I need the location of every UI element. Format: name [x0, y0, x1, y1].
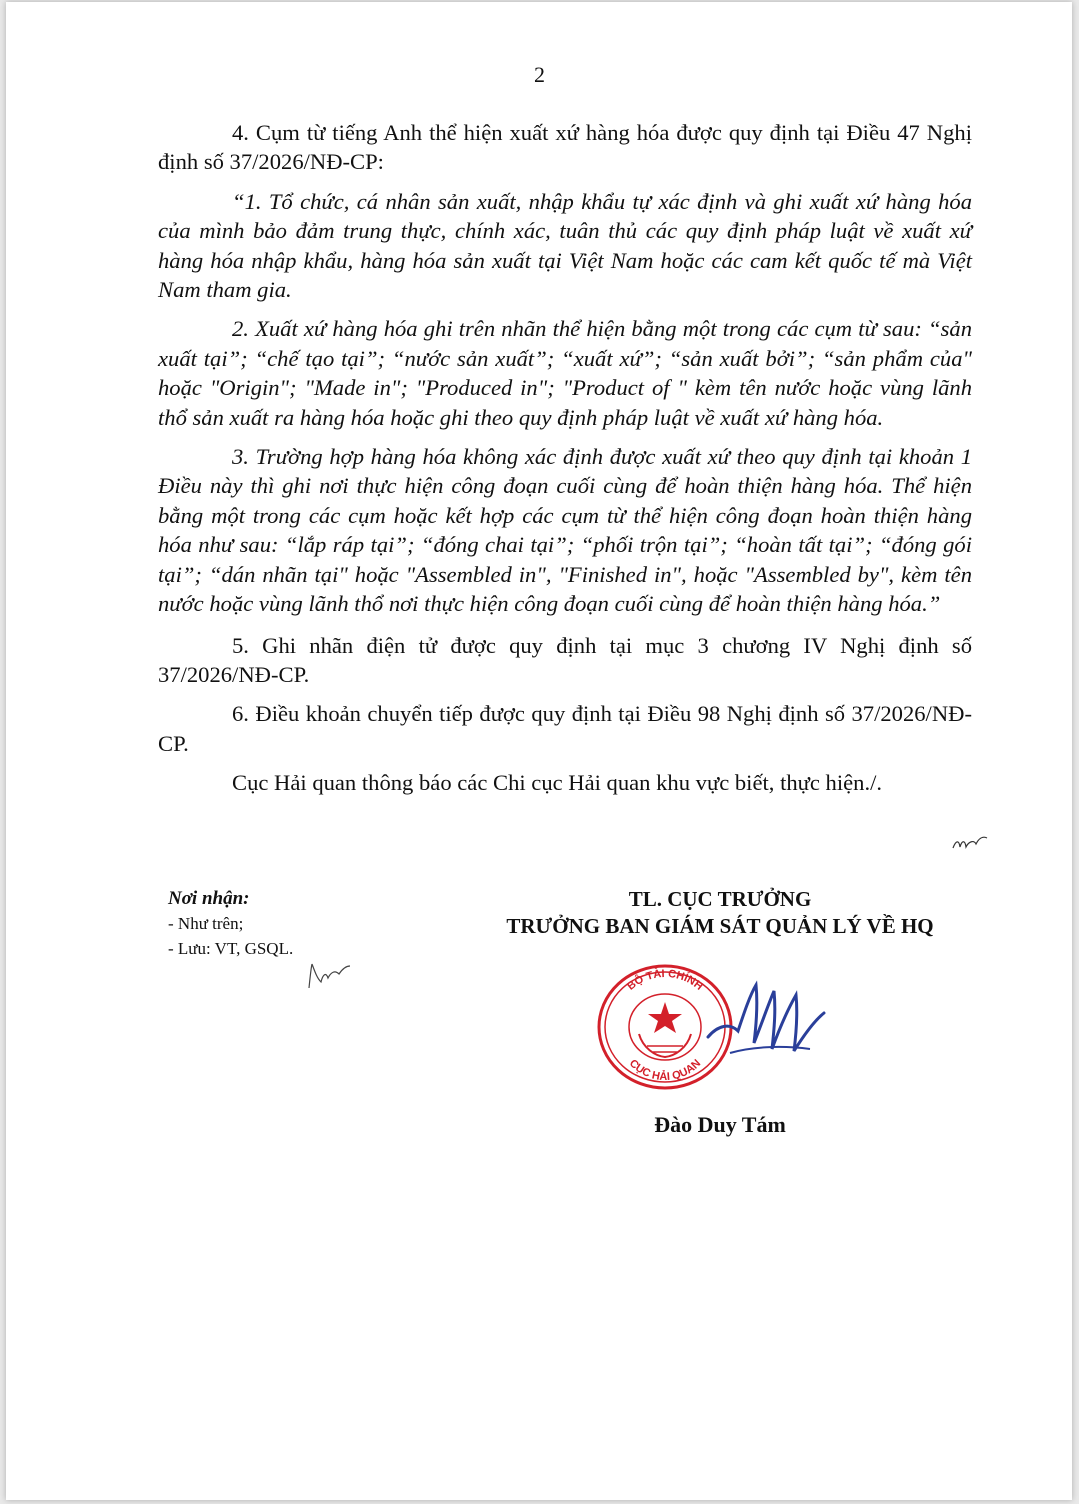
seal-top-text: BỘ TÀI CHÍNH	[625, 967, 705, 993]
seal-bottom-text: CỤC HẢI QUAN	[626, 1057, 704, 1084]
initials-mark	[950, 828, 990, 854]
recipients-block	[168, 886, 293, 961]
signer-name: Đào Duy Tám	[654, 1112, 786, 1137]
signer-block	[470, 886, 970, 940]
svg-text:CỤC HẢI QUAN	[627, 1057, 703, 1083]
paragraph-4: 4. Cụm từ tiếng Anh thể hiện xuất xứ hàng hóa được quy định tại Điều 47 Nghị định số 37/2026/NĐ-CP:	[158, 120, 972, 175]
signer-title: TL. CỤC TRƯỞNG	[628, 887, 812, 911]
quote-clause-3: 3. Trường hợp hàng hóa không xác định được xuất xứ theo quy định tại khoản 1 Điều này thì ghi nơi thực hiện công đoạn cuối cùng để hoàn thiện hàng hóa. Thể hiện bằng một trong các cụm hoặc kết hợp các cụm từ thể hiện công đoạn hoàn thiện hàng hóa như sau: “lắp ráp tại”; “đóng chai tại”; “phối trộn tại”; “hoàn tất tại”; “đóng gói tại”; “dán nhãn tại" hoặc "Assembled in", "Finished in", hoặc "Assembled by", kèm tên nước hoặc vùng lãnh thổ nơi thực hiện công đoạn cuối cùng để hoàn thiện hàng hóa.”	[158, 444, 972, 617]
recipient-item: - Như trên;	[168, 914, 244, 933]
handwritten-signature	[700, 965, 830, 1075]
paragraph-5: 5. Ghi nhãn điện tử được quy định tại mục 3 chương IV Nghị định số 37/2026/NĐ-CP.	[158, 632, 972, 687]
quote-clause-2: 2. Xuất xứ hàng hóa ghi trên nhãn thể hiện bằng một trong các cụm từ sau: “sản xuất tại”; “chế tạo tại”; “nước sản xuất”; “xuất xứ”; “sản xuất bởi”; “sản phẩm của" hoặc "Origin"; "Made in"; "Produced in"; "Product of " kèm tên nước hoặc vùng lãnh thổ sản xuất ra hàng hóa hoặc ghi theo quy định pháp luật về xuất xứ hàng hóa.	[158, 316, 972, 430]
star-icon	[648, 1002, 682, 1033]
initials-mark	[303, 958, 353, 992]
quote-clause-1: “1. Tổ chức, cá nhân sản xuất, nhập khẩu tự xác định và ghi xuất xứ hàng hóa của mình bảo đảm trung thực, chính xác, tuân thủ các quy định pháp luật về xuất xứ hàng hóa nhập khẩu, hàng hóa sản xuất tại Việt Nam hoặc các cam kết quốc tế mà Việt Nam tham gia.	[158, 188, 972, 303]
paragraph-6: 6. Điều khoản chuyển tiếp được quy định tại Điều 98 Nghị định số 37/2026/NĐ-CP.	[158, 701, 972, 756]
signer-position: TRƯỞNG BAN GIÁM SÁT QUẢN LÝ VỀ HQ	[506, 914, 934, 938]
closing-notice: Cục Hải quan thông báo các Chi cục Hải quan khu vực biết, thực hiện./.	[232, 770, 883, 796]
recipient-item: - Lưu: VT, GSQL.	[168, 939, 294, 958]
recipients-title: Nơi nhận:	[168, 888, 250, 909]
page-number: 2	[534, 62, 545, 87]
document-body	[158, 118, 972, 808]
